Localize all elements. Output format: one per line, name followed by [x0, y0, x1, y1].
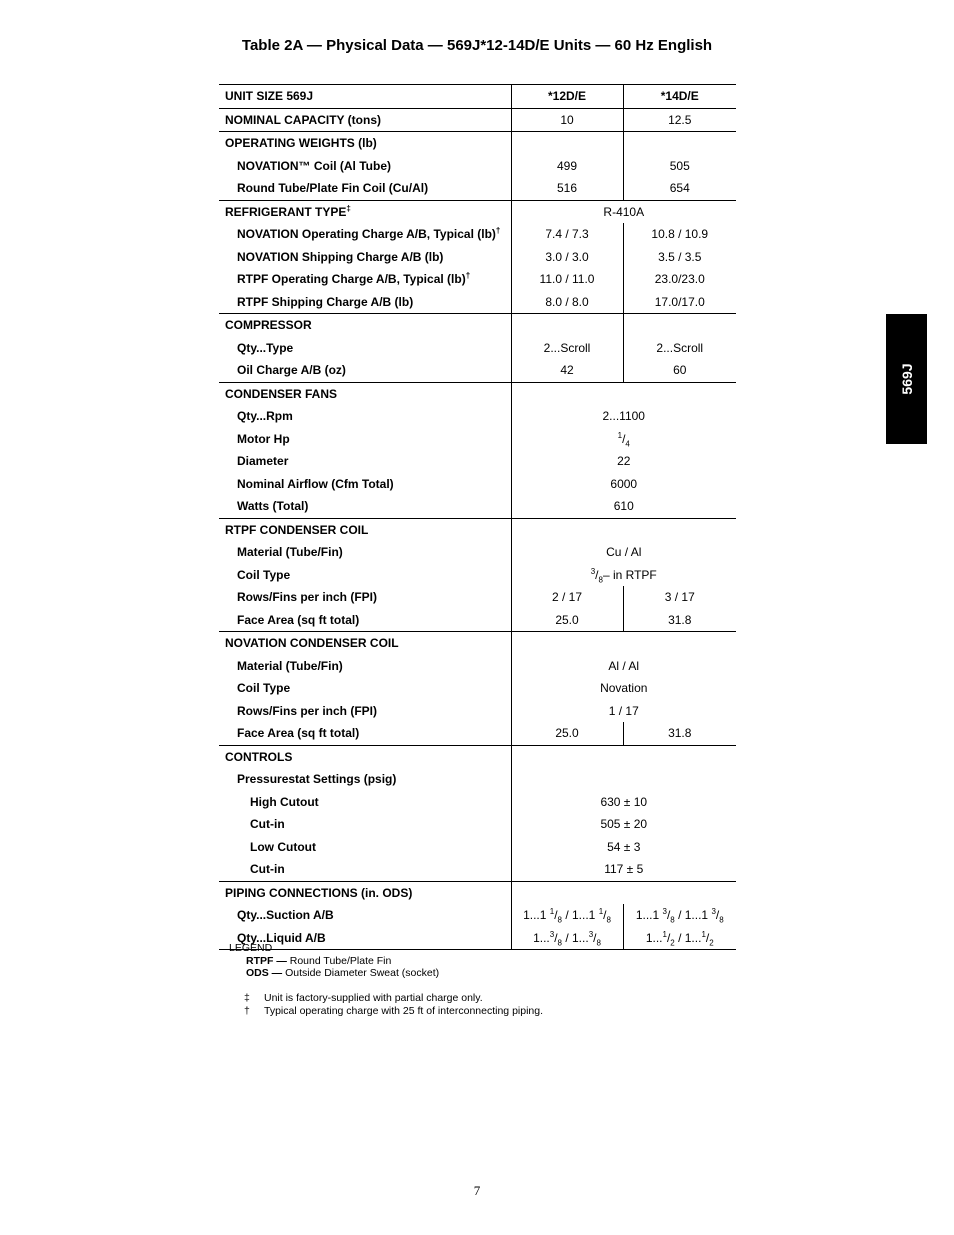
- row-label: Motor Hp: [237, 431, 290, 446]
- table-row: [219, 586, 736, 609]
- row-label: Cut-in: [250, 817, 285, 832]
- row-label: Oil Charge A/B (oz): [237, 363, 346, 378]
- row-label: Qty...Rpm: [237, 409, 293, 424]
- row-value: 31.8: [623, 722, 736, 745]
- section-label: OPERATING WEIGHTS (lb): [219, 132, 511, 155]
- row-value: 516: [511, 177, 623, 200]
- row-value: 11.0 / 11.0: [511, 268, 623, 291]
- table-row: [219, 791, 736, 814]
- row-value: 22: [511, 450, 736, 473]
- row-value: 505 ± 20: [511, 813, 736, 836]
- row-value: 25.0: [511, 609, 623, 632]
- row-value: 1 / 17: [511, 700, 736, 723]
- row-label: Face Area (sq ft total): [237, 612, 360, 627]
- row-label: NOMINAL CAPACITY (tons): [219, 108, 511, 132]
- row-label: Cut-in: [250, 862, 285, 877]
- row-label: Rows/Fins per inch (FPI): [237, 590, 378, 605]
- row-value: 2...Scroll: [511, 337, 623, 360]
- row-label: Qty...Liquid A/B: [219, 927, 511, 950]
- row-label: Pressurestat Settings (psig): [237, 772, 397, 787]
- row-value: 54 ± 3: [511, 836, 736, 859]
- row-label: Rows/Fins per inch (FPI): [237, 703, 378, 718]
- table-row: [219, 337, 736, 360]
- row-value: $1...^1/_2 / 1...^1/_2$: [623, 927, 736, 950]
- row-value: 610: [511, 495, 736, 518]
- table-row: [219, 564, 736, 587]
- footnote-mark: ‡: [346, 203, 351, 213]
- table-row: [219, 155, 736, 178]
- row-value: 6000: [511, 473, 736, 496]
- table-row: [219, 405, 736, 428]
- row-value: 8.0 / 8.0: [511, 291, 623, 314]
- table-row: [219, 609, 736, 632]
- row-value: 117 ± 5: [511, 858, 736, 881]
- table-row: [219, 359, 736, 382]
- footnote: † Typical operating charge with 25 ft of interconnecting piping.: [244, 1004, 544, 1017]
- legend-heading: LEGEND: [229, 942, 273, 954]
- row-value: 12.5: [623, 108, 736, 132]
- row-value: $^3/_8-$ in RTPF: [511, 564, 736, 587]
- row-value: 1...1 $^3/_8 / 1...1$ $^3/_8$: [623, 904, 736, 927]
- table-row: [219, 268, 736, 291]
- row-value: 654: [623, 177, 736, 200]
- row-value: Cu / Al: [511, 541, 736, 564]
- row-label: NOVATION™ Coil (Al Tube): [237, 158, 391, 173]
- table-row: [219, 450, 736, 473]
- table-row: [219, 177, 736, 200]
- row-value: 2...1100: [511, 405, 736, 428]
- table-row: [219, 428, 736, 451]
- row-label: Coil Type: [237, 567, 291, 582]
- header-label: UNIT SIZE 569J: [219, 85, 511, 109]
- table-row: [219, 291, 736, 314]
- table-row: [219, 813, 736, 836]
- footnote-mark: †: [465, 271, 471, 281]
- table-row: [219, 655, 736, 678]
- row-value: 3.0 / 3.0: [511, 246, 623, 269]
- row-label: Qty...Type: [237, 340, 294, 355]
- row-value: 10: [511, 108, 623, 132]
- table-header-row: [219, 85, 736, 109]
- table-row: [219, 768, 736, 791]
- table-row: [219, 700, 736, 723]
- row-value: 499: [511, 155, 623, 178]
- table-row: [219, 904, 736, 927]
- section-label: CONDENSER FANS: [219, 382, 511, 405]
- section-label: COMPRESSOR: [219, 314, 511, 337]
- row-value: 630 ± 10: [511, 791, 736, 814]
- row-value: 3.5 / 3.5: [623, 246, 736, 269]
- footnote: ‡ Unit is factory-supplied with partial charge only.: [244, 992, 483, 1004]
- table-row: [219, 677, 736, 700]
- legend-item: ODS — Outside Diameter Sweat (socket): [246, 967, 440, 979]
- row-value: 60: [623, 359, 736, 382]
- row-value: 7.4 / 7.3: [511, 223, 623, 246]
- row-value: Novation: [511, 677, 736, 700]
- section-header-row: [219, 314, 736, 337]
- row-label: Qty...Suction A/B: [237, 908, 334, 923]
- footnotes: [244, 992, 543, 1017]
- row-value: 23.0/23.0: [623, 268, 736, 291]
- row-value: 3 / 17: [623, 586, 736, 609]
- header-col-12de: *12D/E: [511, 85, 623, 109]
- row-value: R-410A: [511, 200, 736, 223]
- row-value: 10.8 / 10.9: [623, 223, 736, 246]
- row-value: 17.0/17.0: [623, 291, 736, 314]
- section-label: PIPING CONNECTIONS (in. ODS): [219, 881, 511, 904]
- legend-item: RTPF — Round Tube/Plate Fin: [246, 954, 392, 967]
- row-value: 25.0: [511, 722, 623, 745]
- row-label: RTPF Shipping Charge A/B (lb): [237, 294, 414, 309]
- section-label: CONTROLS: [219, 745, 511, 768]
- row-label: NOVATION Shipping Charge A/B (lb): [237, 249, 444, 264]
- page-number: 7: [473, 1183, 481, 1198]
- legend: [229, 942, 439, 980]
- page-title: Table 2A — Physical Data — 569J*12-14D/E Units — 60 Hz English: [241, 37, 713, 54]
- row-value: $1...^3/_8 / 1...^3/_8$: [511, 927, 623, 950]
- row-label: REFRIGERANT TYPE‡: [219, 200, 511, 223]
- section-tab-label: 569J: [898, 363, 915, 395]
- row-value: 505: [623, 155, 736, 178]
- section-label: NOVATION CONDENSER COIL: [219, 632, 511, 655]
- row-label: Low Cutout: [250, 839, 316, 854]
- row-label: Round Tube/Plate Fin Coil (Cu/Al): [237, 181, 429, 196]
- row-label: Material (Tube/Fin): [237, 658, 343, 673]
- section-header-row: [219, 881, 736, 904]
- footnote-mark: †: [495, 226, 501, 236]
- table-row: [219, 223, 736, 246]
- row-value: 2...Scroll: [623, 337, 736, 360]
- row-value: $^1/_4$: [511, 428, 736, 451]
- row-value: 2 / 17: [511, 586, 623, 609]
- section-label: RTPF CONDENSER COIL: [219, 518, 511, 541]
- row-label: Watts (Total): [237, 499, 309, 514]
- section-header-row: [219, 382, 736, 405]
- row-label: NOVATION Operating Charge A/B, Typical (lb)†: [237, 226, 501, 242]
- row-label: Coil Type: [237, 681, 291, 696]
- row-label: Diameter: [237, 454, 289, 469]
- header-col-14de: *14D/E: [623, 85, 736, 109]
- table-row: [219, 541, 736, 564]
- row-value: Al / Al: [511, 655, 736, 678]
- table-row: [219, 495, 736, 518]
- row-label: RTPF Operating Charge A/B, Typical (lb)†: [237, 271, 471, 287]
- row-label: Material (Tube/Fin): [237, 545, 343, 560]
- row-value: 42: [511, 359, 623, 382]
- section-header-row: [219, 632, 736, 655]
- section-tab: [886, 314, 927, 444]
- row-value: 31.8: [623, 609, 736, 632]
- table-row: [219, 200, 736, 223]
- table-row: [219, 836, 736, 859]
- table-row: [219, 858, 736, 881]
- table-row: [219, 473, 736, 496]
- table-row: [219, 246, 736, 269]
- row-label: Nominal Airflow (Cfm Total): [237, 476, 394, 491]
- table-row: [219, 722, 736, 745]
- section-header-row: [219, 518, 736, 541]
- row-label: High Cutout: [250, 794, 319, 809]
- row-label: Face Area (sq ft total): [237, 726, 360, 741]
- physical-data-table: [219, 84, 736, 950]
- section-header-row: [219, 745, 736, 768]
- section-header-row: [219, 132, 736, 155]
- row-value: 1...1 $^1/_8 / 1...1$ $^1/_8$: [511, 904, 623, 927]
- table-row: [219, 108, 736, 132]
